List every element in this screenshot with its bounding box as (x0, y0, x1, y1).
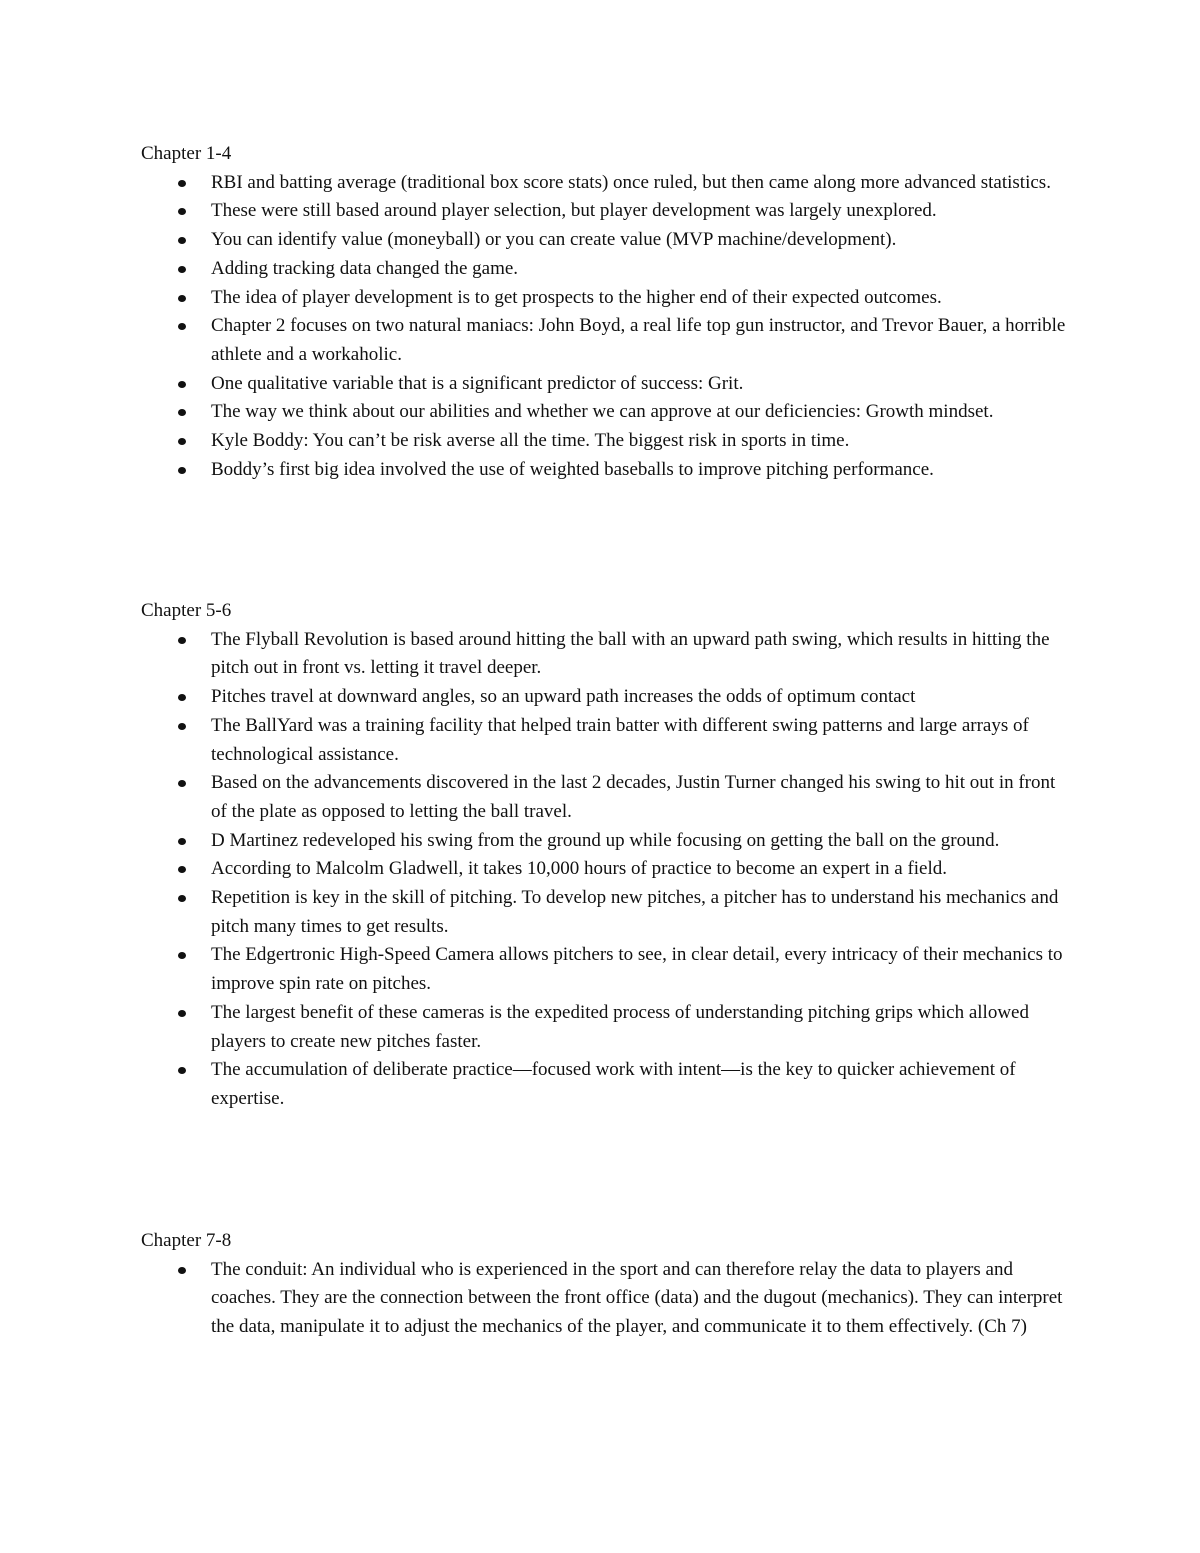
bullet-icon (178, 467, 186, 474)
bullet-list (141, 169, 1071, 485)
list-item (141, 370, 1071, 399)
bullet-icon (178, 295, 186, 302)
list-item-text: Kyle Boddy: You can’t be risk averse all the time. The biggest risk in sports in time. (211, 430, 850, 452)
list-item-text: The accumulation of deliberate practice—focused work with intent—is the key to quicker achievement of expertise. (211, 1059, 1016, 1109)
section-heading: Chapter 7-8 (141, 1230, 232, 1251)
bullet-icon (178, 1010, 186, 1017)
list-item (141, 284, 1071, 313)
list-item (141, 197, 1071, 226)
list-item-text: The way we think about our abilities and whether we can approve at our deficiencies: Growth mindset. (211, 401, 994, 423)
list-item-text: One qualitative variable that is a significant predictor of success: Grit. (211, 372, 744, 394)
section-chapter-5-6 (141, 597, 1071, 1114)
list-item (141, 999, 1071, 1056)
list-item (141, 169, 1071, 198)
list-item-text: According to Malcolm Gladwell, it takes 10,000 hours of practice to become an expert in a field. (211, 858, 948, 880)
list-item-text: Based on the advancements discovered in the last 2 decades, Justin Turner changed his swing to hit out in front of the plate as opposed to letting the ball travel. (211, 772, 1056, 822)
bullet-list (141, 626, 1071, 1114)
bullet-icon (178, 180, 186, 187)
bullet-icon (178, 866, 186, 873)
bullet-icon (178, 1267, 186, 1274)
list-item (141, 884, 1071, 941)
list-item (141, 683, 1071, 712)
list-item (141, 827, 1071, 856)
list-item (141, 255, 1071, 284)
list-item-text: D Martinez redeveloped his swing from the ground up while focusing on getting the ball on the ground. (211, 829, 1000, 851)
list-item-text: The largest benefit of these cameras is the expedited process of understanding pitching grips which allowed players to create new pitches faster. (211, 1001, 1029, 1052)
list-item (141, 855, 1071, 884)
list-item (141, 226, 1071, 255)
list-item-text: These were still based around player selection, but player development was largely unexplored. (211, 200, 937, 222)
bullet-icon (178, 323, 186, 330)
section-heading: Chapter 1-4 (141, 143, 232, 164)
bullet-icon (178, 208, 186, 215)
list-item (141, 941, 1071, 998)
section-chapter-7-8 (141, 1227, 1071, 1342)
list-item (141, 712, 1071, 769)
list-item-text: Repetition is key in the skill of pitching. To develop new pitches, a pitcher has to understand his mechanics and pitch many times to get results. (211, 887, 1059, 937)
list-item-text: Adding tracking data changed the game. (211, 257, 519, 279)
list-item (141, 312, 1071, 369)
list-item (141, 769, 1071, 826)
list-item-text: You can identify value (moneyball) or you can create value (MVP machine/development). (211, 229, 897, 251)
bullet-icon (178, 237, 186, 244)
list-item (141, 1056, 1071, 1113)
list-item (141, 626, 1071, 683)
list-item (141, 1256, 1071, 1342)
list-item-text: RBI and batting average (traditional box score stats) once ruled, but then came along more advanced statistics. (211, 171, 1051, 193)
bullet-icon (178, 895, 186, 902)
bullet-icon (178, 838, 186, 845)
list-item-text: Boddy’s first big idea involved the use of weighted baseballs to improve pitching performance. (211, 458, 934, 480)
list-item-text: The idea of player development is to get prospects to the higher end of their expected outcomes. (211, 286, 942, 308)
bullet-icon (178, 723, 186, 730)
list-item (141, 456, 1071, 485)
list-item-text: The BallYard was a training facility that helped train batter with different swing patterns and large arrays of technological assistance. (211, 714, 1029, 765)
bullet-icon (178, 266, 186, 273)
bullet-list (141, 1256, 1071, 1342)
section-heading: Chapter 5-6 (141, 600, 232, 621)
section-chapter-1-4 (141, 140, 1071, 484)
list-item-text: The Edgertronic High-Speed Camera allows pitchers to see, in clear detail, every intricacy of their mechanics to improve spin rate on pitches. (211, 944, 1063, 995)
bullet-icon (178, 694, 186, 701)
bullet-icon (178, 409, 186, 416)
bullet-icon (178, 381, 186, 388)
list-item-text: Chapter 2 focuses on two natural maniacs: John Boyd, a real life top gun instructor, and Trevor Bauer, a horrible athlete and a workaholic. (211, 315, 1066, 365)
list-item-text: The Flyball Revolution is based around hitting the ball with an upward path swing, which results in hitting the pitch out in front vs. letting it travel deeper. (211, 628, 1050, 679)
list-item (141, 427, 1071, 456)
bullet-icon (178, 780, 186, 787)
bullet-icon (178, 1067, 186, 1074)
list-item-text: The conduit: An individual who is experienced in the sport and can therefore relay the data to players and coaches. They are the connection between the front office (data) and the dugout (mechanics). They can interpret the data, manipulate it to adjust the mechanics of the player, and communicate it to them effectively. (Ch 7) (211, 1258, 1063, 1338)
bullet-icon (178, 952, 186, 959)
list-item (141, 398, 1071, 427)
bullet-icon (178, 438, 186, 445)
list-item-text: Pitches travel at downward angles, so an upward path increases the odds of optimum contact (211, 686, 916, 708)
bullet-icon (178, 637, 186, 644)
